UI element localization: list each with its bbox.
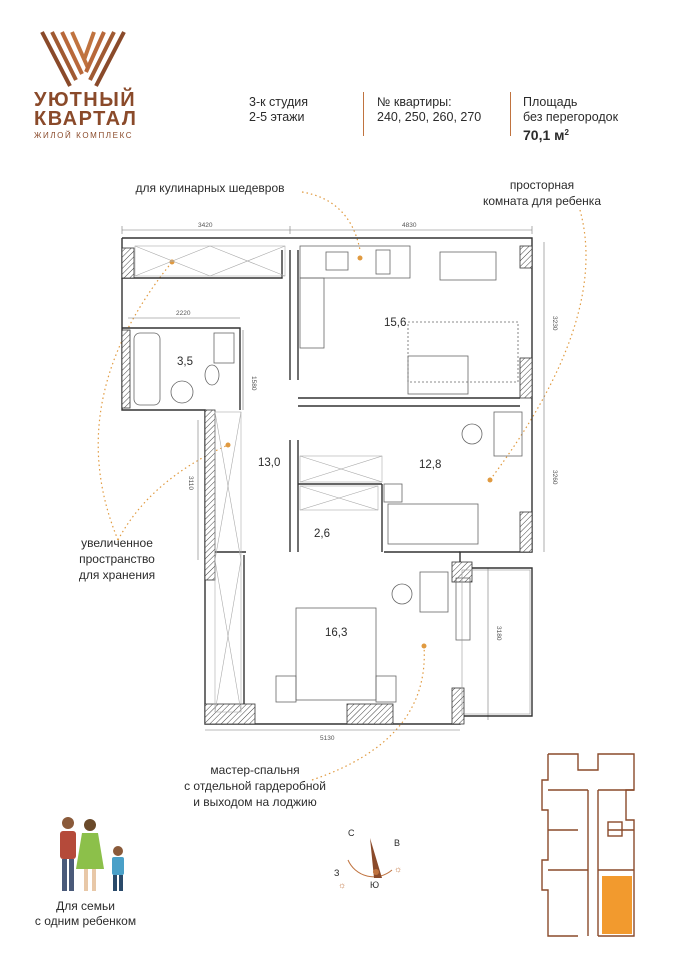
bathroom-fixtures (134, 333, 234, 405)
callout-child-line1: просторная (509, 178, 575, 192)
dim-hall-height: 3110 (187, 476, 194, 490)
family-caption (8, 899, 163, 929)
dim-top-left: 3420 (198, 222, 213, 229)
brand-name-line1: УЮТНЫЙ (34, 89, 137, 111)
family-illustration (48, 815, 132, 895)
family-caption-line2: с одним ребенком (34, 914, 137, 928)
dim-top-right: 4830 (402, 222, 417, 229)
dim-bottom-width: 5130 (320, 735, 335, 742)
callout-storage-line3: для хранения (78, 568, 156, 582)
room-area-hall: 13,0 (258, 457, 281, 469)
callout-child-line2: комната для ребенка (483, 194, 601, 208)
sun-icon: ☼ (338, 880, 347, 890)
room-area-bathroom: 3,5 (177, 356, 193, 368)
child-room-furniture (384, 412, 522, 544)
area-value: 70,1 м (523, 127, 565, 144)
room-area-child: 12,8 (419, 459, 442, 471)
leader-storage-1 (98, 262, 172, 540)
callout-storage-line1: увеличенное (81, 536, 153, 550)
loggia (462, 570, 530, 714)
brand-name-line2: КВАРТАЛ (34, 108, 138, 130)
room-area-master: 16,3 (325, 627, 348, 639)
apartment-type-line1: 3-к студия (249, 95, 309, 109)
room-area-kitchen: 15,6 (384, 317, 407, 329)
compass-north: С (348, 828, 355, 838)
dim-bedroom-height: 3180 (495, 626, 502, 641)
storage-cabinets (135, 246, 382, 712)
area-label-1: Площадь (523, 95, 578, 109)
callout-culinary: для кулинарных шедевров (135, 181, 285, 195)
sun-icon-east: ☼ (394, 864, 403, 874)
dim-kitchen-height: 3230 (551, 316, 558, 331)
compass-east: В (394, 838, 401, 848)
brand-subtitle: ЖИЛОЙ КОМПЛЕКС (34, 131, 134, 140)
bedroom-furniture (276, 572, 470, 702)
compass-south: Ю (370, 880, 380, 890)
area-label-2: без перегородок (523, 110, 619, 124)
leader-child (490, 210, 586, 480)
highlighted-apartment (602, 876, 632, 934)
kitchen-furniture (300, 246, 518, 394)
room-area-wardrobe: 2,6 (314, 528, 330, 540)
leader-culinary (302, 192, 360, 250)
apartment-floors: 2-5 этажи (249, 110, 305, 124)
area-unit-superscript: 2 (564, 128, 569, 137)
building-key-plan (538, 750, 642, 940)
callout-master-line2: с отдельной гардеробной (184, 779, 326, 793)
apartment-numbers-value: 240, 250, 260, 270 (377, 110, 482, 124)
callout-master-line3: и выходом на лоджию (193, 795, 317, 809)
family-caption-line1: Для семьи (56, 899, 115, 913)
dim-bath-width: 2220 (176, 310, 191, 317)
compass (330, 820, 410, 890)
callout-dots (170, 256, 493, 649)
dim-child-height: 3260 (551, 470, 558, 485)
compass-west: З (334, 868, 340, 878)
callout-master-line1: мастер-спальня (210, 763, 300, 777)
dim-bath-height: 1580 (250, 376, 257, 391)
apartment-numbers-label: № квартиры: (377, 95, 452, 109)
callout-storage-line2: пространство (79, 552, 155, 566)
dimension-lines (122, 226, 544, 730)
